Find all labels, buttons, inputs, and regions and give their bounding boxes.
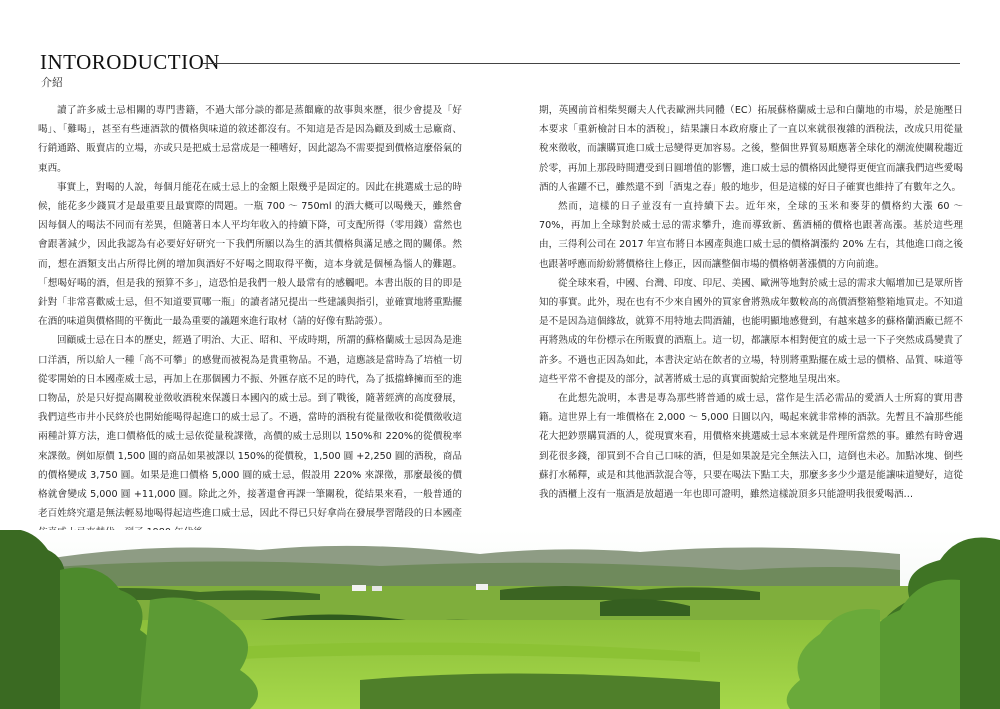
landscape-photo (0, 530, 1000, 709)
right-text-column (539, 101, 963, 504)
paragraph: 在此想先說明，本書是專為那些將普通的威士忌，當作是生活必需品的愛酒人士所寫的實用書籍。這世界上有一堆價格在 2,000 ～ 5,000 日圓以內，喝起來就非常棒的酒款。先暫且不論那些能花大把鈔票購買酒的人，從現實來看，用價格來挑選威士忌本來就是件理所當然的事。雖然有時會遇到花很多錢，卻買到不合自己口味的酒，但是如果說是完全無法入口，這倒也未必。加點冰塊、倒些蘇打水稀釋，或是和其他酒款混合等，只要在喝法下點工夫，那麼多多少少還是能讓味道變好，這從我的酒櫃上沒有一瓶酒是放超過一年也即可證明，雖然這樣說頂多只能證明我很愛喝酒… (539, 393, 963, 501)
paragraph: 然而，這樣的日子並沒有一直持續下去。近年來，全球的玉米和麥芽的價格約大漲 60 ～ 70%，再加上全球對於威士忌的需求攀升，進而導致新、舊酒桶的價格也跟著高漲。基於這些理由，三得利公司在 2017 年宣布將日本國產與進口威士忌的價格調漲約 20% 左右，其他進口商之後也跟著呼應而紛紛將價格往上修正，因而讓整個市場的價格朝著漲價的方向前進。 (539, 201, 963, 270)
paragraph: 讀了許多威士忌相關的專門書籍，不過大部分談的都是蒸餾廠的故事與來歷，很少會提及「好喝」、「難喝」，甚至有些連酒款的價格與味道的敘述都沒有。不知這是否是因為顧及到威士忌廠商、行銷通路、販賣店的立場，亦或只是把威士忌當成是一種嗜好，因此認為不需要提到價格這麼俗氣的東西。 (38, 105, 462, 174)
header-divider (203, 63, 960, 64)
section-subtitle: 介紹 (41, 76, 63, 89)
paragraph: 期，英國前首相柴契爾夫人代表歐洲共同體（EC）拓展蘇格蘭威士忌和白蘭地的市場，於是施壓日本要求「重新檢討日本的酒稅」，結果讓日本政府廢止了一直以來就很複雜的酒稅法，改成只用從量稅來徵收，而讓購買進口威士忌變得更加容易。之後，整個世界貿易順應著全球化的潮流使關稅趨近於零，再加上那段時間遭受到日圓增值的影響，進口威士忌的價格因此變得更便宜而讓我們這些愛喝酒的人雀躍不已，雖然還不到「酒鬼之春」般的地步，但是這樣的好日子確實也維持了有數年之久。 (539, 105, 963, 193)
paragraph: 事實上，對喝的人說，每個月能花在威士忌上的金額上限幾乎是固定的。因此在挑選威士忌的時候，能花多少錢買才是最重要且最實際的問題。一瓶 700 ～ 750ml 的酒大概可以喝幾天，雖然會因每個人的喝法不同而有差異，但隨著日本人平均年收入的持續下降，可支配所得（零用錢）當然也會跟著減少，因此我認為有必要好好研究一下我們所願以為生的酒其價格與滿足感之間的關係。然而，想在酒類支出占所得比例的增加與酒好不好喝之間取得平衡，這本身就是個極為惱人的難題。「想喝好喝的酒，但是我的預算不多」，這恐怕是我們一般人最常有的感觸吧。本書出版的目的即是針對「非常喜歡威士忌，但不知道要買哪一瓶」的讀者諸兄提出一些建議與指引，並確實地將重點擺在酒的味道與價格間的平衡此一最為重要的議題來進行取材（請的好像有點誇張）。 (38, 181, 462, 328)
paragraph: 從全球來看，中國、台灣、印度、印尼、美國、歐洲等地對於威士忌的需求大幅增加已是眾所皆知的事實。此外，現在也有不少來自國外的買家會將熟成年數較高的高價酒整箱整箱地買走。不知道是不是因為這個緣故，就算不用特地去問酒舖，也能明顯地感覺到，有越來越多的蘇格蘭酒廠已經不再將熟成的年份標示在所販賣的酒瓶上。這一切，都讓原本相對便宜的威士忌一下子突然成爲變貴了許多。不過也正因為如此，本書決定站在飲者的立場，特別將重點擺在威士忌的價格、品質、味道等這些平常不會提及的部分，試著將威士忌的真實面貌給完整地呈現出來。 (539, 277, 963, 385)
section-header (40, 50, 960, 90)
paragraph: 回顧威士忌在日本的歷史，經過了明治、大正、昭和、平成時期，所謂的蘇格蘭威士忌因為是進口洋酒，所以給人一種「高不可攀」的感覺而被視為是貴重物品。不過，這應該是當時為了培植一切從零開始的日本國產威士忌，再加上在那個國力不振、外匯存底不足的時代，為了抵擋蜂擁而至的進口物品，於是只好提高關稅並徵收酒稅來保護日本國內的威士忌。到了戰後，隨著經濟的高度發展，我們這些市井小民終於也開始能喝得起進口的威士忌了。不過，當時的酒稅有從量徵收和從價徵收這兩種計算方法，進口價格低的威士忌依從量稅課徵，高價的威士忌則以 150%和 220%的從價稅率來課徵。例如原價 1,500 圓的商品如果被課以 150%的從價稅，1,500 圓 +2,250 圓的酒稅，商品的價格變成 3,750 圓。如果是進口價格 5,000 圓的威士忌，假設用 220% 來課徵，那麼最後的價格就會變成 5,000 圓 +11,000 圓。除此之外，接著還會再課一筆關稅，從結果來看，一般普通的老百姓終究還是無法輕易地喝得起這些進口威士忌，因此不得已只好拿尚在發展學習階段的日本國產 (38, 335, 462, 520)
left-text-column (38, 101, 462, 543)
section-title: INTORODUCTION (40, 50, 220, 74)
